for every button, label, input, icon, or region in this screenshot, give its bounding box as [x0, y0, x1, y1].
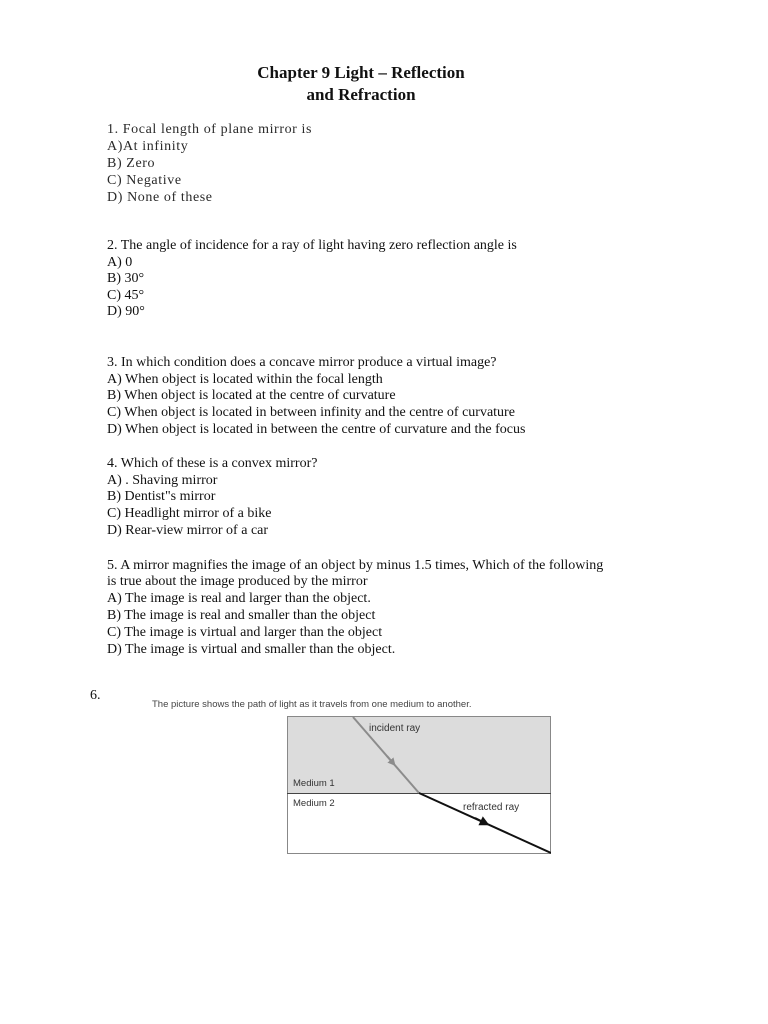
question-stem: 4. Which of these is a convex mirror? [107, 456, 318, 471]
question-stem: 3. In which condition does a concave mirror produce a virtual image? [107, 355, 497, 370]
option-c: C) Headlight mirror of a bike [107, 506, 272, 521]
option-a: A) . Shaving mirror [107, 473, 218, 488]
option-b: B) 30° [107, 271, 145, 286]
title-line-2: and Refraction [306, 85, 416, 104]
question-stem: 1. Focal length of plane mirror is [107, 122, 313, 137]
option-b: B) The image is real and smaller than the object [107, 608, 376, 623]
question-number: 6. [90, 688, 101, 703]
title-line-1: Chapter 9 Light – Reflection [257, 63, 465, 82]
option-d: D) Rear-view mirror of a car [107, 523, 269, 538]
refracted-ray-label: refracted ray [463, 802, 520, 813]
option-d: D) When object is located in between the centre of curvature and the focus [107, 422, 526, 437]
option-b: B) When object is located at the centre of curvature [107, 388, 396, 403]
option-b: B) Zero [107, 156, 156, 171]
medium-1-label: Medium 1 [293, 778, 335, 789]
question-stem-line-2: is true about the image produced by the mirror [107, 574, 368, 589]
question-stem: 2. The angle of incidence for a ray of light having zero reflection angle is [107, 238, 517, 253]
option-c: C) The image is virtual and larger than the object [107, 625, 383, 640]
option-a: A) The image is real and larger than the object. [107, 591, 371, 606]
option-c: C) When object is located in between infinity and the centre of curvature [107, 405, 515, 420]
option-a: A) 0 [107, 255, 133, 270]
option-a: A) When object is located within the focal length [107, 372, 383, 387]
question-stem-line-1: 5. A mirror magnifies the image of an object by minus 1.5 times, Which of the following [107, 558, 604, 573]
option-b: B) Dentist"s mirror [107, 489, 216, 504]
option-a: A)At infinity [107, 139, 189, 154]
option-c: C) 45° [107, 288, 145, 303]
option-c: C) Negative [107, 173, 182, 188]
option-d: D) None of these [107, 190, 213, 205]
medium-2-label: Medium 2 [293, 798, 335, 809]
diagram-caption: The picture shows the path of light as it travels from one medium to another. [152, 699, 472, 710]
option-d: D) 90° [107, 304, 145, 319]
option-d: D) The image is virtual and smaller than the object. [107, 642, 396, 657]
incident-ray-label: incident ray [369, 723, 421, 734]
refraction-diagram [287, 716, 551, 854]
